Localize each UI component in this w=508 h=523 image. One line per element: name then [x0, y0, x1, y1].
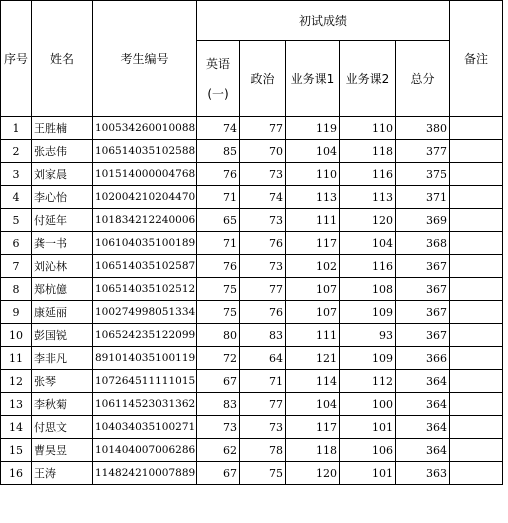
cell-remark — [450, 117, 503, 140]
cell-english: 71 — [197, 186, 240, 209]
cell-course2: 101 — [340, 462, 396, 485]
cell-remark — [450, 255, 503, 278]
cell-exam-no: 106104035100189 — [93, 232, 197, 255]
cell-total: 377 — [396, 140, 450, 163]
cell-total: 363 — [396, 462, 450, 485]
table-row — [1, 324, 503, 347]
cell-remark — [450, 324, 503, 347]
cell-politics: 75 — [240, 462, 286, 485]
cell-total: 367 — [396, 301, 450, 324]
cell-politics: 74 — [240, 186, 286, 209]
cell-name: 付延年 — [32, 209, 93, 232]
table-body — [1, 117, 503, 485]
cell-exam-no: 106524235122099 — [93, 324, 197, 347]
cell-course2: 109 — [340, 301, 396, 324]
cell-seq: 10 — [1, 324, 32, 347]
cell-course1: 107 — [286, 278, 340, 301]
cell-course2: 106 — [340, 439, 396, 462]
cell-course1: 104 — [286, 140, 340, 163]
table-row — [1, 393, 503, 416]
cell-name: 刘家晨 — [32, 163, 93, 186]
cell-course1: 110 — [286, 163, 340, 186]
cell-politics: 77 — [240, 278, 286, 301]
cell-politics: 73 — [240, 209, 286, 232]
cell-remark — [450, 347, 503, 370]
cell-remark — [450, 439, 503, 462]
cell-remark — [450, 278, 503, 301]
table-row — [1, 347, 503, 370]
header-total: 总分 — [396, 41, 450, 117]
cell-name: 付思文 — [32, 416, 93, 439]
cell-exam-no: 107264511111015 — [93, 370, 197, 393]
cell-seq: 1 — [1, 117, 32, 140]
cell-course2: 108 — [340, 278, 396, 301]
table-row — [1, 186, 503, 209]
cell-course1: 119 — [286, 117, 340, 140]
header-name: 姓名 — [32, 1, 93, 117]
cell-name: 李秋菊 — [32, 393, 93, 416]
cell-exam-no: 104034035100271 — [93, 416, 197, 439]
cell-remark — [450, 462, 503, 485]
cell-politics: 64 — [240, 347, 286, 370]
cell-english: 83 — [197, 393, 240, 416]
header-course1: 业务课1 — [286, 41, 340, 117]
cell-seq: 16 — [1, 462, 32, 485]
cell-total: 371 — [396, 186, 450, 209]
cell-seq: 12 — [1, 370, 32, 393]
table-row — [1, 462, 503, 485]
cell-name: 龚一书 — [32, 232, 93, 255]
cell-course1: 111 — [286, 209, 340, 232]
cell-english: 76 — [197, 255, 240, 278]
cell-exam-no: 101834212240006 — [93, 209, 197, 232]
cell-seq: 15 — [1, 439, 32, 462]
cell-name: 李非凡 — [32, 347, 93, 370]
cell-course1: 102 — [286, 255, 340, 278]
table-row — [1, 278, 503, 301]
cell-total: 364 — [396, 370, 450, 393]
cell-course1: 107 — [286, 301, 340, 324]
cell-exam-no: 100534260010088 — [93, 117, 197, 140]
table-row — [1, 439, 503, 462]
cell-english: 75 — [197, 278, 240, 301]
cell-politics: 83 — [240, 324, 286, 347]
cell-course1: 114 — [286, 370, 340, 393]
cell-course1: 104 — [286, 393, 340, 416]
cell-english: 67 — [197, 462, 240, 485]
cell-course2: 104 — [340, 232, 396, 255]
cell-total: 366 — [396, 347, 450, 370]
cell-course1: 121 — [286, 347, 340, 370]
cell-remark — [450, 140, 503, 163]
header-remark: 备注 — [450, 1, 503, 117]
cell-politics: 76 — [240, 301, 286, 324]
cell-english: 75 — [197, 301, 240, 324]
cell-seq: 7 — [1, 255, 32, 278]
cell-course2: 116 — [340, 163, 396, 186]
cell-seq: 9 — [1, 301, 32, 324]
cell-exam-no: 114824210007889 — [93, 462, 197, 485]
cell-total: 364 — [396, 439, 450, 462]
cell-course1: 113 — [286, 186, 340, 209]
cell-english: 65 — [197, 209, 240, 232]
cell-course2: 120 — [340, 209, 396, 232]
cell-name: 李心怡 — [32, 186, 93, 209]
cell-course1: 120 — [286, 462, 340, 485]
cell-politics: 77 — [240, 393, 286, 416]
header-group-scores: 初试成绩 — [197, 1, 450, 41]
cell-politics: 73 — [240, 255, 286, 278]
cell-remark — [450, 232, 503, 255]
cell-name: 康延丽 — [32, 301, 93, 324]
cell-english: 74 — [197, 117, 240, 140]
cell-total: 368 — [396, 232, 450, 255]
header-politics: 政治 — [240, 41, 286, 117]
cell-total: 364 — [396, 393, 450, 416]
cell-politics: 71 — [240, 370, 286, 393]
cell-english: 76 — [197, 163, 240, 186]
header-english-line2: (一) — [207, 86, 229, 101]
table-row — [1, 301, 503, 324]
table-row — [1, 416, 503, 439]
cell-course2: 101 — [340, 416, 396, 439]
cell-total: 380 — [396, 117, 450, 140]
table-row — [1, 163, 503, 186]
cell-remark — [450, 393, 503, 416]
cell-exam-no: 101404007006286 — [93, 439, 197, 462]
cell-politics: 77 — [240, 117, 286, 140]
cell-name: 张琴 — [32, 370, 93, 393]
cell-total: 367 — [396, 278, 450, 301]
cell-politics: 73 — [240, 163, 286, 186]
cell-politics: 78 — [240, 439, 286, 462]
cell-remark — [450, 370, 503, 393]
cell-course2: 109 — [340, 347, 396, 370]
cell-remark — [450, 416, 503, 439]
cell-english: 62 — [197, 439, 240, 462]
cell-name: 曹昊昱 — [32, 439, 93, 462]
cell-english: 67 — [197, 370, 240, 393]
cell-exam-no: 100274998051334 — [93, 301, 197, 324]
table-row — [1, 117, 503, 140]
cell-exam-no: 106514035102588 — [93, 140, 197, 163]
cell-exam-no: 101514000004768 — [93, 163, 197, 186]
cell-english: 85 — [197, 140, 240, 163]
cell-name: 彭国锐 — [32, 324, 93, 347]
cell-total: 364 — [396, 416, 450, 439]
cell-course1: 117 — [286, 232, 340, 255]
cell-exam-no: 102004210204470 — [93, 186, 197, 209]
cell-course2: 100 — [340, 393, 396, 416]
cell-remark — [450, 301, 503, 324]
cell-name: 张志伟 — [32, 140, 93, 163]
cell-seq: 5 — [1, 209, 32, 232]
cell-course1: 111 — [286, 324, 340, 347]
cell-total: 375 — [396, 163, 450, 186]
header-english — [197, 41, 240, 117]
cell-seq: 8 — [1, 278, 32, 301]
table-row — [1, 232, 503, 255]
cell-exam-no: 891014035100119 — [93, 347, 197, 370]
cell-seq: 13 — [1, 393, 32, 416]
cell-politics: 76 — [240, 232, 286, 255]
cell-name: 郑杭億 — [32, 278, 93, 301]
cell-remark — [450, 186, 503, 209]
cell-seq: 3 — [1, 163, 32, 186]
cell-seq: 11 — [1, 347, 32, 370]
cell-name: 刘沁林 — [32, 255, 93, 278]
header-english-line1: 英语 — [205, 56, 230, 71]
table-row — [1, 370, 503, 393]
table-row — [1, 140, 503, 163]
cell-course2: 118 — [340, 140, 396, 163]
cell-course2: 110 — [340, 117, 396, 140]
cell-seq: 6 — [1, 232, 32, 255]
cell-english: 73 — [197, 416, 240, 439]
cell-name: 王胜楠 — [32, 117, 93, 140]
table-row — [1, 255, 503, 278]
cell-exam-no: 106514035102587 — [93, 255, 197, 278]
cell-remark — [450, 163, 503, 186]
cell-name: 王涛 — [32, 462, 93, 485]
header-seq: 序号 — [1, 1, 32, 117]
cell-seq: 2 — [1, 140, 32, 163]
cell-course2: 112 — [340, 370, 396, 393]
cell-total: 369 — [396, 209, 450, 232]
cell-exam-no: 106114523031362 — [93, 393, 197, 416]
cell-english: 72 — [197, 347, 240, 370]
cell-politics: 70 — [240, 140, 286, 163]
table-row — [1, 209, 503, 232]
cell-total: 367 — [396, 255, 450, 278]
cell-course1: 118 — [286, 439, 340, 462]
header-exam-no: 考生编号 — [93, 1, 197, 117]
cell-seq: 4 — [1, 186, 32, 209]
cell-course2: 116 — [340, 255, 396, 278]
cell-exam-no: 106514035102512 — [93, 278, 197, 301]
cell-remark — [450, 209, 503, 232]
cell-english: 71 — [197, 232, 240, 255]
cell-total: 367 — [396, 324, 450, 347]
cell-course2: 93 — [340, 324, 396, 347]
cell-course1: 117 — [286, 416, 340, 439]
header-course2: 业务课2 — [340, 41, 396, 117]
cell-course2: 113 — [340, 186, 396, 209]
cell-english: 80 — [197, 324, 240, 347]
cell-seq: 14 — [1, 416, 32, 439]
cell-politics: 73 — [240, 416, 286, 439]
